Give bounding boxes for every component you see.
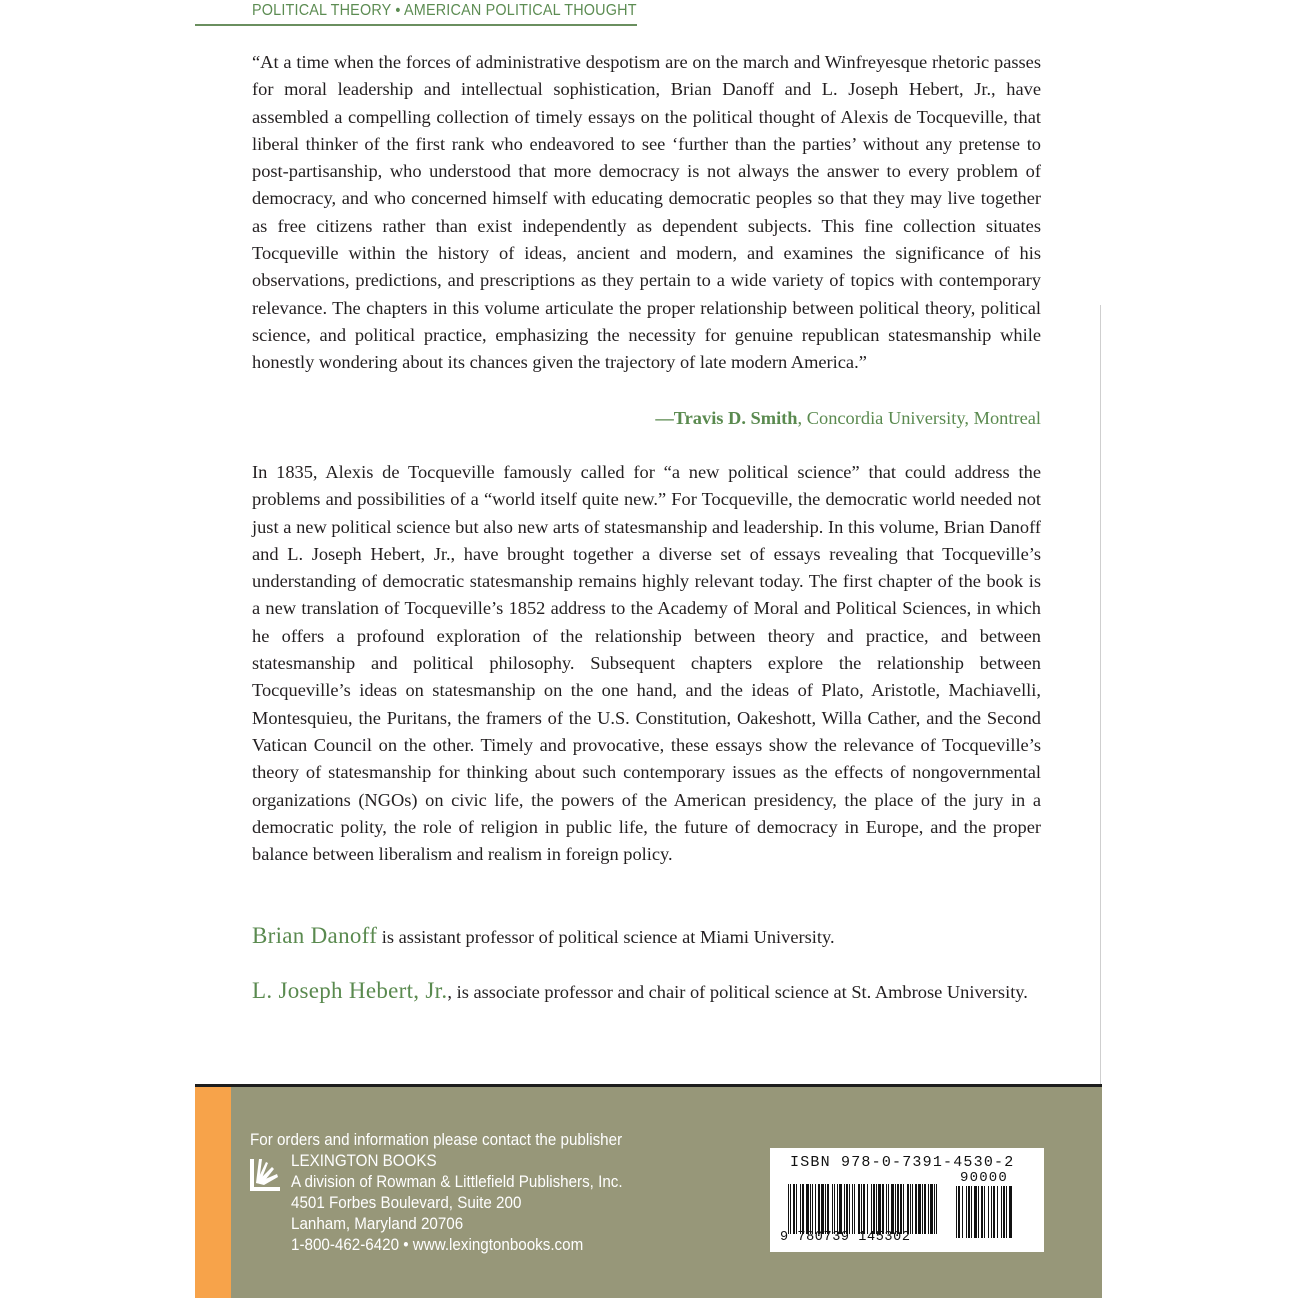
isbn-barcode [788, 1184, 942, 1234]
publisher-address-line-1: 4501 Forbes Boulevard, Suite 200 [291, 1194, 522, 1212]
orders-contact-line: For orders and information please contact the publisher [250, 1131, 623, 1149]
spine-rule [1100, 305, 1101, 1085]
endorsement-quote: “At a time when the forces of administrative despotism are on the march and Winfreyesque rhetoric passes for moral leadership and intellectual sophistication, Brian Danoff and L. Joseph Hebert, Jr., have assembled a compelling collection of timely essays on the political thought of Alexis de Tocqueville, that liberal thinker of the first rank who endeavored to see ‘further than the parties’ without any pretense to post-partisanship, who understood that more democracy is not always the answer to every problem of democracy, and who concerned himself with educating democratic peoples so that they may live together as free citizens rather than exist independently as dependent subjects. This fine collection situates Tocqueville within the history of ideas, ancient and modern, and examines the significance of his observations, predictions, and prescriptions as they pertain to a wide variety of topics with contemporary relevance. The chapters in this volume articulate the proper relationship between political theory, political science, and political practice, emphasizing the necessity for genuine republican statesmanship while honestly wondering about its chances given the trajectory of late modern America.” [252, 52, 1041, 373]
book-description: In 1835, Alexis de Tocqueville famously called for “a new political science” that could address the problems and possibilities of a “world itself quite new.” For Tocqueville, the democratic world needed not just a new political science but also new arts of statesmanship and leadership. In this volume, Brian Danoff and L. Joseph Hebert, Jr., have brought together a diverse set of essays revealing that Tocqueville’s understanding of democratic statesmanship remains highly relevant today. The first chapter of the book is a new translation of Tocqueville’s 1852 address to the Academy of Moral and Political Sciences, in which he offers a profound exploration of the relationship between theory and practice, and between statesmanship and political philosophy. Subsequent chapters explore the relationship between Tocqueville’s ideas on statesmanship on the one hand, and the ideas of Plato, Aristotle, Machiavelli, Montesquieu, the Puritans, the framers of the U.S. Constitution, Oakeshott, Willa Cather, and the Second Vatican Council on the other. Timely and provocative, these essays show the relevance of Tocqueville’s theory of statesmanship for thinking about such contemporary issues as the effects of nongovernmental organizations (NGOs) on civic life, the powers of the American presidency, the place of the jury in a democratic polity, the role of religion in public life, the future of democracy in Europe, and the proper balance between liberalism and realism in foreign policy. [252, 462, 1041, 865]
author-bio-text-2: , is associate professor and chair of political science at St. Ambrose University. [447, 982, 1028, 1002]
barcode-box [770, 1148, 1044, 1252]
isbn-label: ISBN 978-0-7391-4530-2 [790, 1154, 1015, 1171]
footer-top-rule [195, 1084, 1102, 1087]
author-bio-text-1: is assistant professor of political science at Miami University. [377, 927, 835, 947]
publisher-logo-icon [250, 1155, 284, 1191]
endorsement-attribution [252, 405, 1041, 432]
publisher-name: LEXINGTON BOOKS [291, 1152, 437, 1170]
footer-orange-stripe [195, 1087, 231, 1298]
attribution-name: Travis D. Smith [673, 408, 798, 428]
attribution-dash: — [655, 408, 674, 428]
price-code: 90000 [960, 1170, 1009, 1186]
author-name-1: Brian Danoff [252, 923, 378, 948]
publisher-address-line-2: Lanham, Maryland 20706 [291, 1215, 464, 1233]
category-rule [195, 24, 637, 26]
attribution-affiliation: , Concordia University, Montreal [797, 408, 1041, 428]
publisher-division: A division of Rowman & Littlefield Publishers, Inc. [291, 1173, 623, 1191]
author-bio-1 [252, 922, 1041, 951]
publisher-address [291, 1151, 623, 1256]
author-bio-2 [252, 977, 1041, 1006]
publisher-phone-web: 1-800-462-6420 • www.lexingtonbooks.com [291, 1236, 584, 1254]
barcode-digits: 9 780739 145302 [780, 1230, 911, 1245]
price-barcode [956, 1186, 1026, 1238]
category-label: POLITICAL THEORY • AMERICAN POLITICAL THOUGHT [252, 2, 637, 19]
author-name-2: L. Joseph Hebert, Jr. [252, 978, 448, 1003]
